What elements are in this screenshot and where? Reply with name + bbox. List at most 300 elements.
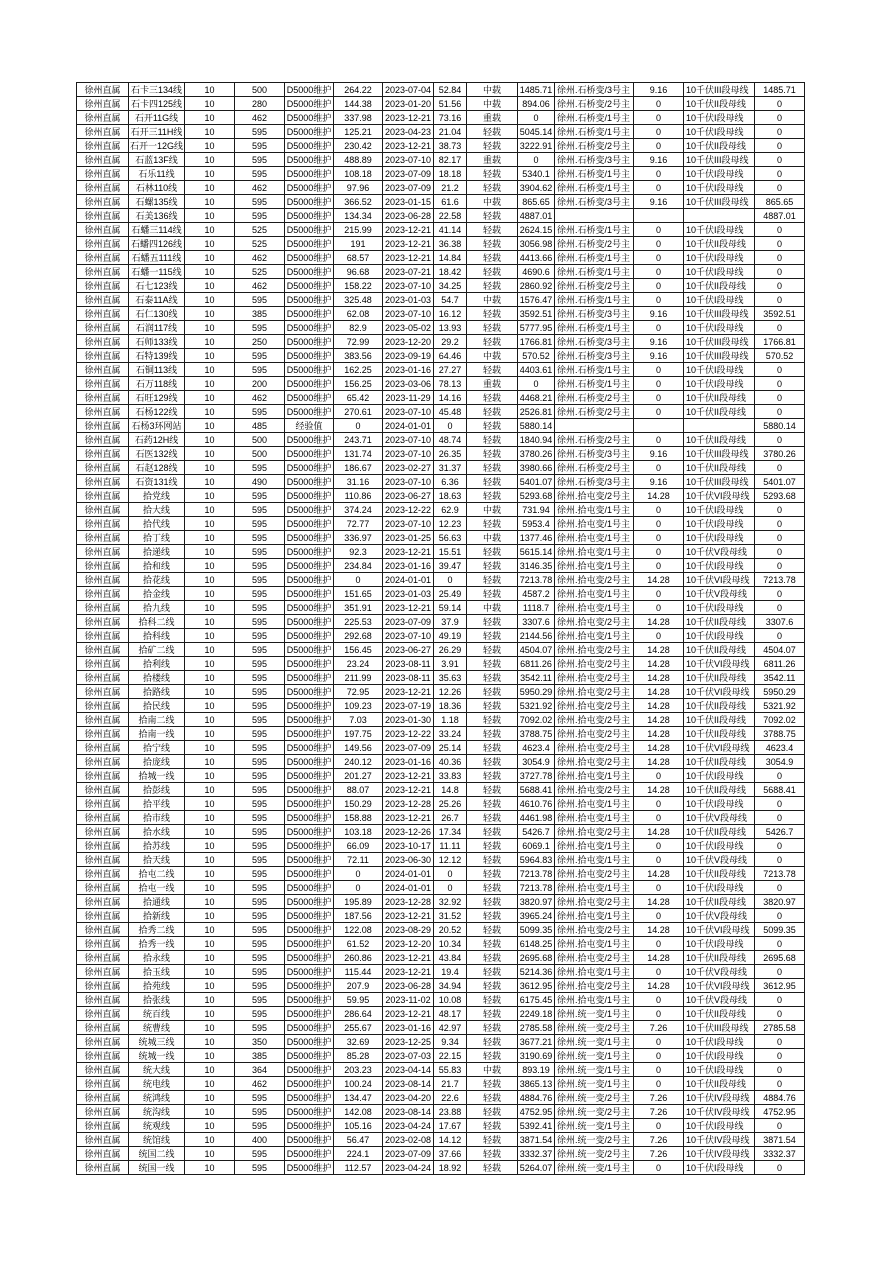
cell-load-rate: 73.16 bbox=[434, 111, 467, 125]
cell-line-name: 石万118线 bbox=[129, 377, 185, 391]
cell-load-status: 轻载 bbox=[467, 699, 518, 713]
cell-unit: 徐州直属 bbox=[77, 447, 129, 461]
cell-rated-current: 595 bbox=[235, 643, 285, 657]
cell-available-capacity: 4468.21 bbox=[518, 391, 555, 405]
cell-max-current: 203.23 bbox=[334, 1063, 383, 1077]
table-row bbox=[77, 349, 805, 363]
cell-data-source: D5000维护 bbox=[285, 937, 334, 951]
cell-rated-current: 595 bbox=[235, 867, 285, 881]
cell-available-capacity: 0 bbox=[518, 111, 555, 125]
cell-rated-current: 595 bbox=[235, 909, 285, 923]
cell-busbar-capacity: 0 bbox=[755, 293, 805, 307]
cell-load-status: 轻载 bbox=[467, 783, 518, 797]
cell-line-name: 拾水线 bbox=[129, 825, 185, 839]
cell-line-name: 石卡四125线 bbox=[129, 97, 185, 111]
cell-data-source: D5000维护 bbox=[285, 573, 334, 587]
cell-transformer: 徐州.拾屯变/1号主 bbox=[555, 797, 634, 811]
cell-data-source: D5000维护 bbox=[285, 83, 334, 97]
cell-busbar-capacity: 3871.54 bbox=[755, 1133, 805, 1147]
cell-voltage: 10 bbox=[185, 1133, 235, 1147]
cell-date: 2023-07-09 bbox=[383, 615, 434, 629]
cell-unit: 徐州直属 bbox=[77, 741, 129, 755]
cell-load-status: 轻载 bbox=[467, 923, 518, 937]
cell-line-name: 拾代线 bbox=[129, 517, 185, 531]
cell-transformer-load: 0 bbox=[634, 545, 684, 559]
cell-transformer: 徐州.石桥变/1号主 bbox=[555, 251, 634, 265]
cell-date: 2023-10-17 bbox=[383, 839, 434, 853]
cell-rated-current: 595 bbox=[235, 153, 285, 167]
cell-busbar-capacity: 0 bbox=[755, 279, 805, 293]
table-row bbox=[77, 1077, 805, 1091]
cell-date: 2023-07-09 bbox=[383, 167, 434, 181]
cell-transformer: 徐州.拾屯变/2号主 bbox=[555, 741, 634, 755]
cell-line-name: 石泰11A线 bbox=[129, 293, 185, 307]
cell-rated-current: 595 bbox=[235, 615, 285, 629]
cell-voltage: 10 bbox=[185, 531, 235, 545]
cell-unit: 徐州直属 bbox=[77, 1035, 129, 1049]
cell-transformer-load: 9.16 bbox=[634, 195, 684, 209]
cell-voltage: 10 bbox=[185, 587, 235, 601]
table-row bbox=[77, 195, 805, 209]
cell-load-rate: 48.17 bbox=[434, 1007, 467, 1021]
cell-load-rate: 26.7 bbox=[434, 811, 467, 825]
cell-date: 2024-01-01 bbox=[383, 419, 434, 433]
cell-load-status: 中载 bbox=[467, 1063, 518, 1077]
cell-max-current: 366.52 bbox=[334, 195, 383, 209]
cell-voltage: 10 bbox=[185, 279, 235, 293]
cell-busbar: 10千伏I段母线 bbox=[684, 125, 755, 139]
cell-voltage: 10 bbox=[185, 951, 235, 965]
table-row bbox=[77, 657, 805, 671]
cell-transformer-load: 0 bbox=[634, 587, 684, 601]
cell-voltage: 10 bbox=[185, 335, 235, 349]
cell-line-name: 统沟线 bbox=[129, 1105, 185, 1119]
cell-max-current: 207.9 bbox=[334, 979, 383, 993]
cell-transformer-load: 0 bbox=[634, 1049, 684, 1063]
cell-max-current: 32.69 bbox=[334, 1035, 383, 1049]
cell-transformer: 徐州.石桥变/3号主 bbox=[555, 475, 634, 489]
cell-load-status: 轻载 bbox=[467, 1021, 518, 1035]
cell-available-capacity: 3780.26 bbox=[518, 447, 555, 461]
cell-transformer-load: 14.28 bbox=[634, 727, 684, 741]
cell-line-name: 石仁130线 bbox=[129, 307, 185, 321]
cell-date: 2024-01-01 bbox=[383, 867, 434, 881]
cell-load-status: 轻载 bbox=[467, 993, 518, 1007]
cell-date: 2023-01-16 bbox=[383, 1021, 434, 1035]
cell-voltage: 10 bbox=[185, 321, 235, 335]
cell-transformer: 徐州.石桥变/3号主 bbox=[555, 83, 634, 97]
table-row bbox=[77, 279, 805, 293]
cell-transformer: 徐州.拾屯变/2号主 bbox=[555, 825, 634, 839]
cell-unit: 徐州直属 bbox=[77, 1119, 129, 1133]
cell-line-name: 拾张线 bbox=[129, 993, 185, 1007]
table-row bbox=[77, 391, 805, 405]
cell-load-status: 轻载 bbox=[467, 1161, 518, 1175]
cell-load-rate: 21.2 bbox=[434, 181, 467, 195]
cell-available-capacity: 5880.14 bbox=[518, 419, 555, 433]
cell-transformer-load: 0 bbox=[634, 993, 684, 1007]
cell-data-source: D5000维护 bbox=[285, 125, 334, 139]
cell-transformer: 徐州.拾屯变/1号主 bbox=[555, 937, 634, 951]
cell-data-source: D5000维护 bbox=[285, 1021, 334, 1035]
cell-transformer: 徐州.石桥变/3号主 bbox=[555, 195, 634, 209]
cell-max-current: 325.48 bbox=[334, 293, 383, 307]
cell-transformer-load: 0 bbox=[634, 503, 684, 517]
cell-data-source: D5000维护 bbox=[285, 111, 334, 125]
cell-unit: 徐州直属 bbox=[77, 797, 129, 811]
cell-date: 2023-07-03 bbox=[383, 1049, 434, 1063]
cell-voltage: 10 bbox=[185, 1007, 235, 1021]
cell-load-rate: 56.63 bbox=[434, 531, 467, 545]
cell-busbar: 10千伏II段母线 bbox=[684, 279, 755, 293]
cell-busbar bbox=[684, 419, 755, 433]
cell-date: 2023-12-21 bbox=[383, 965, 434, 979]
cell-line-name: 石蟠三114线 bbox=[129, 223, 185, 237]
cell-unit: 徐州直属 bbox=[77, 671, 129, 685]
cell-line-name: 石林110线 bbox=[129, 181, 185, 195]
cell-date: 2023-01-15 bbox=[383, 195, 434, 209]
cell-transformer-load: 0 bbox=[634, 293, 684, 307]
cell-voltage: 10 bbox=[185, 517, 235, 531]
cell-rated-current: 462 bbox=[235, 111, 285, 125]
cell-line-name: 拾秀二线 bbox=[129, 923, 185, 937]
cell-unit: 徐州直属 bbox=[77, 1161, 129, 1175]
table-row bbox=[77, 713, 805, 727]
cell-busbar-capacity: 4752.95 bbox=[755, 1105, 805, 1119]
cell-transformer: 徐州.石桥变/3号主 bbox=[555, 335, 634, 349]
cell-rated-current: 525 bbox=[235, 223, 285, 237]
cell-unit: 徐州直属 bbox=[77, 405, 129, 419]
cell-transformer: 徐州.拾屯变/2号主 bbox=[555, 615, 634, 629]
cell-transformer-load: 0 bbox=[634, 1063, 684, 1077]
cell-load-status: 中载 bbox=[467, 503, 518, 517]
cell-rated-current: 485 bbox=[235, 419, 285, 433]
cell-unit: 徐州直属 bbox=[77, 615, 129, 629]
cell-line-name: 石蟠四126线 bbox=[129, 237, 185, 251]
cell-data-source: 经验值 bbox=[285, 419, 334, 433]
cell-available-capacity: 5264.07 bbox=[518, 1161, 555, 1175]
cell-transformer-load: 14.28 bbox=[634, 825, 684, 839]
cell-available-capacity: 4413.66 bbox=[518, 251, 555, 265]
cell-load-rate: 26.35 bbox=[434, 447, 467, 461]
table-row bbox=[77, 181, 805, 195]
cell-voltage: 10 bbox=[185, 783, 235, 797]
table-row bbox=[77, 825, 805, 839]
cell-voltage: 10 bbox=[185, 349, 235, 363]
cell-transformer-load: 14.28 bbox=[634, 713, 684, 727]
cell-voltage: 10 bbox=[185, 489, 235, 503]
cell-available-capacity: 1377.46 bbox=[518, 531, 555, 545]
cell-load-rate: 26.29 bbox=[434, 643, 467, 657]
cell-data-source: D5000维护 bbox=[285, 951, 334, 965]
cell-transformer: 徐州.拾屯变/1号主 bbox=[555, 531, 634, 545]
cell-line-name: 拾苏线 bbox=[129, 839, 185, 853]
cell-line-name: 拾路线 bbox=[129, 685, 185, 699]
cell-load-rate: 37.9 bbox=[434, 615, 467, 629]
cell-load-rate: 0 bbox=[434, 867, 467, 881]
table-row bbox=[77, 405, 805, 419]
cell-rated-current: 595 bbox=[235, 349, 285, 363]
cell-max-current: 59.95 bbox=[334, 993, 383, 1007]
cell-date: 2023-12-20 bbox=[383, 937, 434, 951]
cell-transformer-load bbox=[634, 209, 684, 223]
cell-data-source: D5000维护 bbox=[285, 195, 334, 209]
cell-load-status: 轻载 bbox=[467, 489, 518, 503]
cell-load-rate: 51.56 bbox=[434, 97, 467, 111]
cell-max-current: 92.3 bbox=[334, 545, 383, 559]
cell-line-name: 石资131线 bbox=[129, 475, 185, 489]
cell-line-name: 拾庞线 bbox=[129, 755, 185, 769]
cell-transformer-load: 0 bbox=[634, 1119, 684, 1133]
cell-unit: 徐州直属 bbox=[77, 223, 129, 237]
cell-load-rate: 19.4 bbox=[434, 965, 467, 979]
cell-load-rate: 32.92 bbox=[434, 895, 467, 909]
cell-load-status: 轻载 bbox=[467, 1133, 518, 1147]
table-row bbox=[77, 1021, 805, 1035]
cell-rated-current: 595 bbox=[235, 769, 285, 783]
cell-transformer: 徐州.拾屯变/1号主 bbox=[555, 965, 634, 979]
cell-load-rate: 14.8 bbox=[434, 783, 467, 797]
cell-unit: 徐州直属 bbox=[77, 1077, 129, 1091]
cell-rated-current: 200 bbox=[235, 377, 285, 391]
cell-transformer: 徐州.拾屯变/2号主 bbox=[555, 657, 634, 671]
cell-transformer-load: 9.16 bbox=[634, 307, 684, 321]
cell-max-current: 264.22 bbox=[334, 83, 383, 97]
cell-max-current: 151.65 bbox=[334, 587, 383, 601]
cell-max-current: 230.42 bbox=[334, 139, 383, 153]
cell-transformer: 徐州.石桥变/1号主 bbox=[555, 125, 634, 139]
cell-load-status: 轻载 bbox=[467, 811, 518, 825]
cell-available-capacity: 3871.54 bbox=[518, 1133, 555, 1147]
cell-transformer: 徐州.统一变/1号主 bbox=[555, 1077, 634, 1091]
table-row bbox=[77, 643, 805, 657]
cell-load-status: 轻载 bbox=[467, 167, 518, 181]
cell-available-capacity: 4610.76 bbox=[518, 797, 555, 811]
cell-max-current: 225.53 bbox=[334, 615, 383, 629]
cell-voltage: 10 bbox=[185, 237, 235, 251]
cell-unit: 徐州直属 bbox=[77, 391, 129, 405]
cell-transformer-load: 14.28 bbox=[634, 489, 684, 503]
cell-load-rate: 52.84 bbox=[434, 83, 467, 97]
cell-busbar-capacity: 0 bbox=[755, 811, 805, 825]
cell-load-status: 轻载 bbox=[467, 391, 518, 405]
cell-transformer-load: 0 bbox=[634, 601, 684, 615]
cell-busbar: 10千伏II段母线 bbox=[684, 867, 755, 881]
cell-line-name: 石七123线 bbox=[129, 279, 185, 293]
cell-date: 2023-12-21 bbox=[383, 545, 434, 559]
cell-load-rate: 25.49 bbox=[434, 587, 467, 601]
cell-line-name: 拾城一线 bbox=[129, 769, 185, 783]
cell-line-name: 拾和线 bbox=[129, 559, 185, 573]
cell-max-current: 112.57 bbox=[334, 1161, 383, 1175]
cell-date: 2023-07-09 bbox=[383, 181, 434, 195]
cell-busbar: 10千伏II段母线 bbox=[684, 727, 755, 741]
cell-voltage: 10 bbox=[185, 629, 235, 643]
cell-max-current: 215.99 bbox=[334, 223, 383, 237]
cell-busbar: 10千伏VI段母线 bbox=[684, 923, 755, 937]
cell-transformer-load: 0 bbox=[634, 433, 684, 447]
cell-load-status: 轻载 bbox=[467, 685, 518, 699]
cell-load-status: 轻载 bbox=[467, 1035, 518, 1049]
cell-load-rate: 20.52 bbox=[434, 923, 467, 937]
cell-date: 2023-01-30 bbox=[383, 713, 434, 727]
cell-load-status: 轻载 bbox=[467, 181, 518, 195]
cell-unit: 徐州直属 bbox=[77, 965, 129, 979]
cell-busbar: 10千伏II段母线 bbox=[684, 951, 755, 965]
cell-transformer: 徐州.石桥变/3号主 bbox=[555, 307, 634, 321]
cell-data-source: D5000维护 bbox=[285, 321, 334, 335]
cell-rated-current: 595 bbox=[235, 1007, 285, 1021]
cell-max-current: 62.08 bbox=[334, 307, 383, 321]
cell-date: 2023-08-14 bbox=[383, 1077, 434, 1091]
cell-unit: 徐州直属 bbox=[77, 909, 129, 923]
cell-available-capacity: 4884.76 bbox=[518, 1091, 555, 1105]
cell-busbar-capacity: 2695.68 bbox=[755, 951, 805, 965]
table-row bbox=[77, 433, 805, 447]
cell-load-rate: 12.23 bbox=[434, 517, 467, 531]
cell-transformer-load: 0 bbox=[634, 531, 684, 545]
table-row bbox=[77, 265, 805, 279]
cell-line-name: 石蓝13F线 bbox=[129, 153, 185, 167]
cell-available-capacity: 5045.14 bbox=[518, 125, 555, 139]
cell-load-rate: 41.14 bbox=[434, 223, 467, 237]
cell-busbar-capacity: 0 bbox=[755, 503, 805, 517]
cell-transformer: 徐州.拾屯变/2号主 bbox=[555, 979, 634, 993]
cell-load-rate: 6.36 bbox=[434, 475, 467, 489]
cell-busbar-capacity: 0 bbox=[755, 111, 805, 125]
cell-line-name: 拾宁线 bbox=[129, 741, 185, 755]
cell-max-current: 85.28 bbox=[334, 1049, 383, 1063]
cell-load-status: 轻载 bbox=[467, 881, 518, 895]
cell-line-name: 拾丁线 bbox=[129, 531, 185, 545]
cell-busbar: 10千伏II段母线 bbox=[684, 643, 755, 657]
table-row bbox=[77, 321, 805, 335]
cell-busbar-capacity: 0 bbox=[755, 405, 805, 419]
table-row bbox=[77, 419, 805, 433]
cell-line-name: 石师133线 bbox=[129, 335, 185, 349]
cell-transformer: 徐州.石桥变/1号主 bbox=[555, 223, 634, 237]
cell-data-source: D5000维护 bbox=[285, 405, 334, 419]
cell-voltage: 10 bbox=[185, 615, 235, 629]
cell-rated-current: 595 bbox=[235, 503, 285, 517]
cell-transformer: 徐州.石桥变/1号主 bbox=[555, 167, 634, 181]
cell-load-status: 轻载 bbox=[467, 461, 518, 475]
cell-max-current: 61.52 bbox=[334, 937, 383, 951]
cell-rated-current: 595 bbox=[235, 209, 285, 223]
cell-line-name: 拾永线 bbox=[129, 951, 185, 965]
cell-rated-current: 595 bbox=[235, 923, 285, 937]
cell-line-name: 统城一线 bbox=[129, 1049, 185, 1063]
cell-load-rate: 55.83 bbox=[434, 1063, 467, 1077]
cell-voltage: 10 bbox=[185, 601, 235, 615]
cell-load-status: 轻载 bbox=[467, 937, 518, 951]
cell-load-status: 轻载 bbox=[467, 615, 518, 629]
cell-available-capacity: 2526.81 bbox=[518, 405, 555, 419]
cell-load-status: 轻载 bbox=[467, 447, 518, 461]
cell-unit: 徐州直属 bbox=[77, 433, 129, 447]
cell-date: 2023-01-16 bbox=[383, 755, 434, 769]
cell-rated-current: 595 bbox=[235, 363, 285, 377]
cell-unit: 徐州直属 bbox=[77, 265, 129, 279]
cell-transformer-load: 7.26 bbox=[634, 1091, 684, 1105]
cell-transformer-load: 14.28 bbox=[634, 671, 684, 685]
cell-data-source: D5000维护 bbox=[285, 489, 334, 503]
cell-date: 2023-12-20 bbox=[383, 335, 434, 349]
cell-load-rate: 21.04 bbox=[434, 125, 467, 139]
cell-busbar-capacity: 0 bbox=[755, 125, 805, 139]
cell-busbar: 10千伏I段母线 bbox=[684, 111, 755, 125]
cell-load-status: 轻载 bbox=[467, 657, 518, 671]
cell-available-capacity: 3542.11 bbox=[518, 671, 555, 685]
cell-available-capacity: 6175.45 bbox=[518, 993, 555, 1007]
cell-available-capacity: 570.52 bbox=[518, 349, 555, 363]
table-row bbox=[77, 83, 805, 97]
cell-available-capacity: 3727.78 bbox=[518, 769, 555, 783]
cell-unit: 徐州直属 bbox=[77, 825, 129, 839]
cell-busbar: 10千伏I段母线 bbox=[684, 293, 755, 307]
cell-line-name: 统曹线 bbox=[129, 1021, 185, 1035]
cell-busbar: 10千伏II段母线 bbox=[684, 671, 755, 685]
cell-available-capacity: 5964.83 bbox=[518, 853, 555, 867]
cell-max-current: 56.47 bbox=[334, 1133, 383, 1147]
cell-transformer: 徐州.拾屯变/1号主 bbox=[555, 503, 634, 517]
cell-data-source: D5000维护 bbox=[285, 979, 334, 993]
cell-voltage: 10 bbox=[185, 461, 235, 475]
cell-transformer-load: 0 bbox=[634, 1161, 684, 1175]
cell-busbar: 10千伏I段母线 bbox=[684, 601, 755, 615]
cell-transformer-load: 14.28 bbox=[634, 741, 684, 755]
cell-date: 2023-04-24 bbox=[383, 1119, 434, 1133]
table-row bbox=[77, 111, 805, 125]
cell-transformer-load: 0 bbox=[634, 853, 684, 867]
cell-available-capacity: 0 bbox=[518, 153, 555, 167]
cell-unit: 徐州直属 bbox=[77, 321, 129, 335]
cell-voltage: 10 bbox=[185, 769, 235, 783]
cell-voltage: 10 bbox=[185, 447, 235, 461]
cell-busbar: 10千伏II段母线 bbox=[684, 699, 755, 713]
cell-date: 2023-12-25 bbox=[383, 1035, 434, 1049]
cell-busbar-capacity: 0 bbox=[755, 1119, 805, 1133]
cell-max-current: 96.68 bbox=[334, 265, 383, 279]
cell-load-status: 轻载 bbox=[467, 1091, 518, 1105]
cell-line-name: 统观线 bbox=[129, 1119, 185, 1133]
cell-line-name: 石特139线 bbox=[129, 349, 185, 363]
cell-busbar-capacity: 0 bbox=[755, 223, 805, 237]
cell-load-status: 轻载 bbox=[467, 629, 518, 643]
cell-max-current: 270.61 bbox=[334, 405, 383, 419]
cell-max-current: 108.18 bbox=[334, 167, 383, 181]
cell-busbar-capacity: 0 bbox=[755, 993, 805, 1007]
table-row bbox=[77, 251, 805, 265]
cell-data-source: D5000维护 bbox=[285, 629, 334, 643]
cell-available-capacity: 4623.4 bbox=[518, 741, 555, 755]
cell-transformer-load: 0 bbox=[634, 377, 684, 391]
cell-voltage: 10 bbox=[185, 1105, 235, 1119]
cell-transformer: 徐州.统一变/1号主 bbox=[555, 1035, 634, 1049]
cell-unit: 徐州直属 bbox=[77, 1105, 129, 1119]
cell-date: 2023-11-02 bbox=[383, 993, 434, 1007]
cell-transformer-load: 7.26 bbox=[634, 1105, 684, 1119]
cell-transformer: 徐州.石桥变/2号主 bbox=[555, 139, 634, 153]
cell-busbar-capacity: 0 bbox=[755, 237, 805, 251]
cell-transformer-load: 14.28 bbox=[634, 573, 684, 587]
cell-load-rate: 14.12 bbox=[434, 1133, 467, 1147]
cell-voltage: 10 bbox=[185, 755, 235, 769]
cell-busbar: 10千伏VI段母线 bbox=[684, 685, 755, 699]
cell-load-status: 轻载 bbox=[467, 965, 518, 979]
cell-max-current: 383.56 bbox=[334, 349, 383, 363]
cell-data-source: D5000维护 bbox=[285, 867, 334, 881]
